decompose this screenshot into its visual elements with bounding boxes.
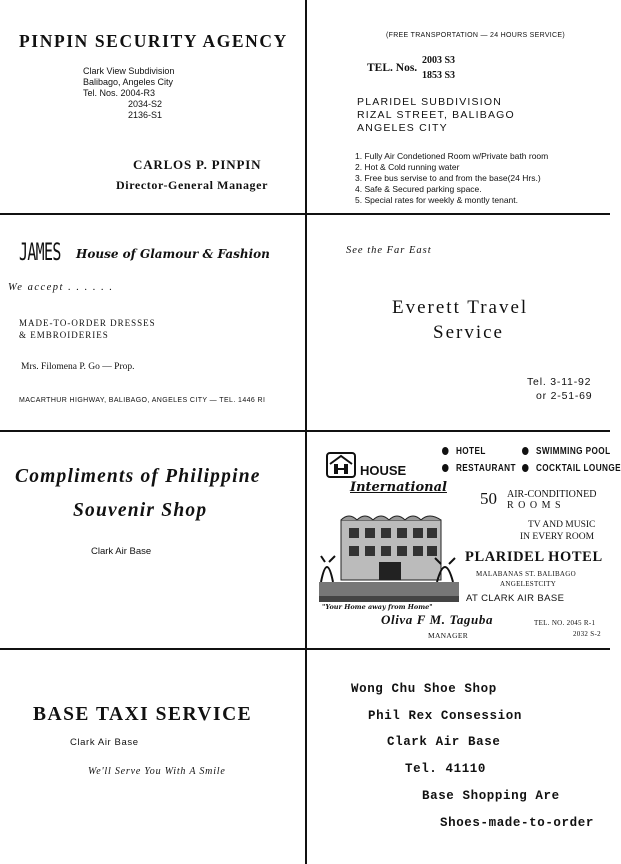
house-logo-icon <box>326 452 356 478</box>
rooms-count: 50 <box>480 489 497 508</box>
manager-title: MANAGER <box>428 631 469 640</box>
wong-chu-line-2: Phil Rex Consession <box>368 709 522 723</box>
pinpin-title: PINPIN SECURITY AGENCY <box>19 31 288 51</box>
wong-chu-line-3: Clark Air Base <box>387 735 501 749</box>
bullet-icon <box>522 464 529 472</box>
bullet-icon <box>522 447 529 455</box>
wong-chu-line-6: Shoes-made-to-order <box>440 816 594 830</box>
everett-title-1: Everett Travel <box>392 297 529 318</box>
rooms-line-2: R O O M S <box>507 500 562 511</box>
plaridel-tel-label: TEL. Nos. <box>367 62 418 74</box>
james-accept: We accept . . . . . . <box>8 282 114 293</box>
wong-chu-line-5: Base Shopping Are <box>422 789 560 803</box>
pinpin-tel-2: 2034-S2 <box>128 99 163 109</box>
amenity-lounge: COCKTAIL LOUNGE <box>522 463 621 474</box>
james-logo: JAMES <box>19 238 61 266</box>
horizontal-divider-1 <box>0 213 610 215</box>
amenity-item: 5. Special rates for weekly & montly tenant. <box>355 195 518 205</box>
plaridel-hotel-name: PLARIDEL HOTEL <box>465 549 603 565</box>
wong-chu-line-1: Wong Chu Shoe Shop <box>351 682 497 696</box>
amenity-item: 3. Free bus servise to and from the base(24 Hrs.) <box>355 173 541 183</box>
wong-chu-line-4: Tel. 41110 <box>405 762 487 776</box>
hotel-building-image <box>319 512 459 602</box>
hotel-tel-1: TEL. NO. 2045 R-1 <box>534 619 596 627</box>
souvenir-title-1: Compliments of Philippine <box>15 466 261 487</box>
house-logo-text: HOUSE <box>360 463 407 478</box>
manager-name: Oliva F M. Taguba <box>381 612 494 627</box>
amenity-restaurant: RESTAURANT <box>442 463 516 474</box>
plaridel-address-3: ANGELES CITY <box>357 122 448 134</box>
everett-tel-1: Tel. 3-11-92 <box>527 376 592 388</box>
amenity-pool: SWIMMING POOL <box>522 446 611 457</box>
hotel-address-1: MALABANAS ST. BALIBAGO <box>476 570 577 578</box>
pinpin-address-2: Balibago, Angeles City <box>83 77 174 87</box>
pinpin-role: Director-General Manager <box>116 178 269 192</box>
amenity-item: 4. Safe & Secured parking space. <box>355 184 482 194</box>
horizontal-divider-2 <box>0 430 610 432</box>
plaridel-address-1: PLARIDEL SUBDIVISION <box>357 96 502 108</box>
souvenir-location: Clark Air Base <box>91 546 152 557</box>
pinpin-tel-3: 2136-S1 <box>128 110 163 120</box>
james-address: MACARTHUR HIGHWAY, BALIBAGO, ANGELES CITY — TEL. 1446 RI <box>19 397 266 404</box>
bullet-icon <box>442 464 449 472</box>
james-line-1: MADE-TO-ORDER DRESSES <box>19 318 156 328</box>
amenity-hotel: HOTEL <box>442 446 486 457</box>
plaridel-tel-1: 2003 S3 <box>422 55 456 66</box>
souvenir-title-2: Souvenir Shop <box>73 500 208 521</box>
pinpin-name: CARLOS P. PINPIN <box>133 157 262 172</box>
rooms-line-1: AIR-CONDITIONED <box>507 489 597 500</box>
pinpin-tel-1: Tel. Nos. 2004-R3 <box>83 88 156 98</box>
hotel-tel-2: 2032 S-2 <box>573 630 601 638</box>
amenity-item: 2. Hot & Cold running water <box>355 162 460 172</box>
everett-tel-2: or 2-51-69 <box>536 390 593 402</box>
vertical-divider <box>305 0 307 864</box>
plaridel-address-2: RIZAL STREET, BALIBAGO <box>357 109 515 121</box>
james-proprietor: Mrs. Filomena P. Go — Prop. <box>21 362 135 372</box>
tv-line-2: IN EVERY ROOM <box>520 532 595 542</box>
james-line-2: & EMBROIDERIES <box>19 330 109 340</box>
pinpin-address-1: Clark View Subdivision <box>83 66 175 76</box>
hotel-clark: AT CLARK AIR BASE <box>466 593 565 604</box>
tv-line-1: TV AND MUSIC <box>528 520 596 530</box>
hotel-caption: "Your Home away from Home" <box>322 603 433 611</box>
base-taxi-location: Clark Air Base <box>70 737 139 748</box>
base-taxi-slogan: We'll Serve You With A Smile <box>88 766 226 777</box>
james-tagline: House of Glamour & Fashion <box>76 247 270 261</box>
plaridel-tel-2: 1853 S3 <box>422 70 456 81</box>
international-logo-text: International <box>350 480 447 495</box>
base-taxi-title: BASE TAXI SERVICE <box>33 704 253 725</box>
everett-title-2: Service <box>433 322 504 343</box>
horizontal-divider-3 <box>0 648 610 650</box>
free-transport-note: (FREE TRANSPORTATION — 24 HOURS SERVICE) <box>386 32 565 39</box>
amenity-item: 1. Fully Air Condetioned Room w/Private bath room <box>355 151 549 161</box>
everett-see: See the Far East <box>346 245 432 256</box>
hotel-address-2: ANGELESTCITY <box>500 580 557 588</box>
bullet-icon <box>442 447 449 455</box>
